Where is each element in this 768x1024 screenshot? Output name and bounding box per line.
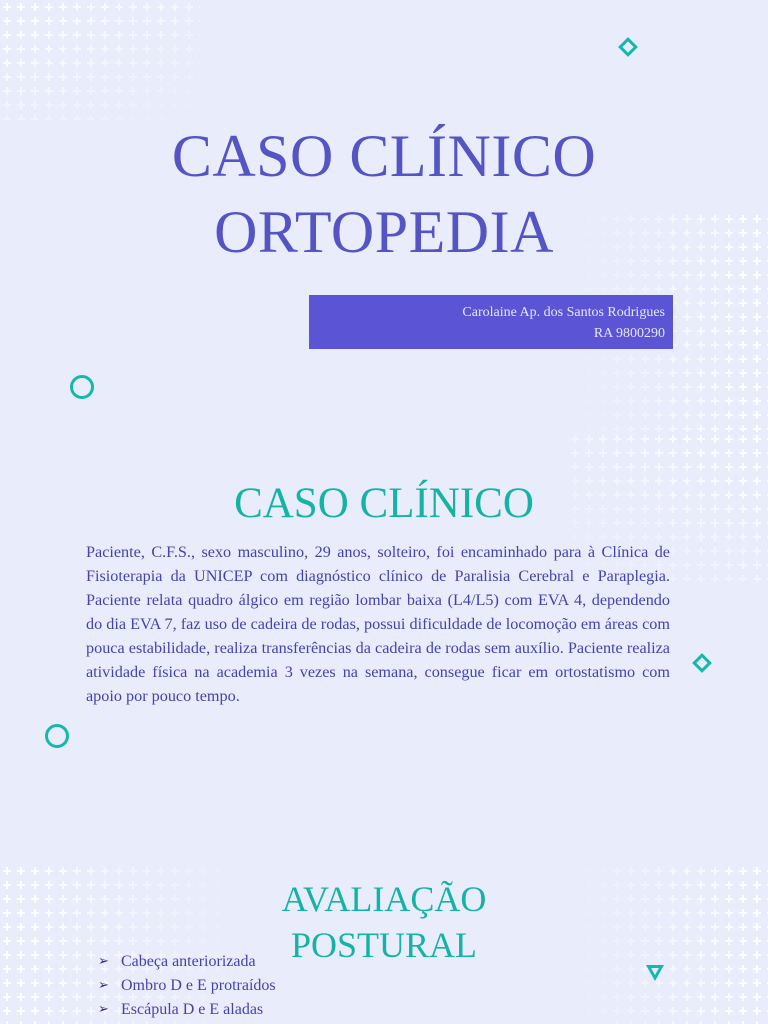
triangle-icon <box>646 965 664 981</box>
circle-icon <box>45 724 69 748</box>
author-ra: RA 9800290 <box>593 326 665 341</box>
slide-avaliacao-postural <box>0 864 768 1024</box>
list-item <box>98 998 276 1022</box>
section-title: CASO CLÍNICO <box>234 480 534 527</box>
findings-list <box>98 950 276 1022</box>
arrow-bullet-icon: ➢ <box>98 954 109 969</box>
author-box <box>309 295 673 349</box>
list-item <box>98 974 276 998</box>
title-line-1: AVALIAÇÃO <box>281 879 487 919</box>
case-description: Paciente, C.F.S., sexo masculino, 29 anos, solteiro, foi encaminhado para à Clínica de Fisioterapia da UNICEP com diagnóstico clínico de Paralisia Cerebral e Paraplegia. Paciente relata quadro álgico em região lombar baixa (L4/L5) com EVA 4, dependendo do dia EVA 7, faz uso de cadeira de rodas, possui dificuldade de locomoção em áreas com pouca estabilidade, realiza transferências da cadeira de rodas sem auxílio. Paciente realiza atividade física na academia 3 vezes na semana, consegue ficar em ortostatismo com apoio por pouco tempo. <box>86 543 670 705</box>
author-name: Carolaine Ap. dos Santos Rodrigues <box>462 305 665 320</box>
arrow-bullet-icon: ➢ <box>98 1002 109 1017</box>
title-line-2: POSTURAL <box>290 925 478 965</box>
title-line-1: CASO CLÍNICO <box>171 123 597 189</box>
list-item-text: Ombro D e E protraídos <box>121 977 276 994</box>
list-item-text: Escápula D e E aladas <box>121 1001 264 1018</box>
plus-pattern-top-left <box>0 0 200 120</box>
title-line-2: ORTOPEDIA <box>214 199 554 265</box>
diamond-icon <box>692 653 712 673</box>
slide-caso-clinico <box>0 432 768 864</box>
arrow-bullet-icon: ➢ <box>98 978 109 993</box>
list-item-text: Cabeça anteriorizada <box>121 953 256 970</box>
page-title <box>0 118 768 270</box>
circle-icon <box>70 375 94 399</box>
diamond-icon <box>618 37 638 57</box>
list-item <box>98 950 276 974</box>
slide-title <box>0 0 768 432</box>
